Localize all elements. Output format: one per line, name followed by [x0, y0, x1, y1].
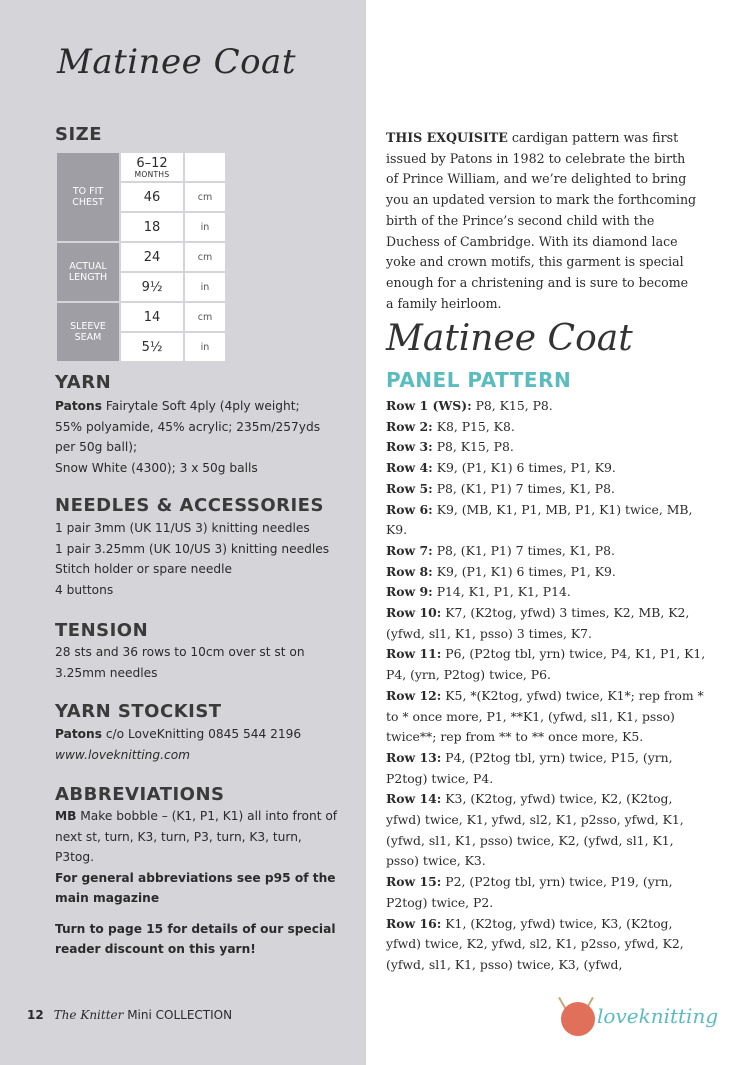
pattern-row: Row 16: K1, (K2tog, yfwd) twice, K3, (K2tog, yfwd) twice, K2, yfwd, sl2, K1, p2sso, yfwd, K2, (yfwd, sl1, K1, psso) twice, K3, (yfwd, [386, 915, 684, 972]
stockist-details [55, 724, 355, 765]
page-footer [27, 1008, 232, 1022]
tension-line-1: 28 sts and 36 rows to 10cm over st st on [55, 645, 305, 659]
stockist-url-link[interactable]: www.loveknitting.com [55, 747, 191, 762]
size-months-row [57, 153, 225, 181]
pattern-row: Row 4: K9, (P1, K1) 6 times, P1, K9. [386, 460, 616, 476]
size-chest-cm-unit: cm [185, 183, 225, 211]
abbr-general-line-2: main magazine [55, 891, 160, 905]
size-table [55, 151, 227, 363]
pattern-row: Row 12: K5, *(K2tog, yfwd) twice, K1*; rep from * to * once more, P1, **K1, (yfwd, sl1, K1, psso) twice**; rep from ** to ** once more, K5. [386, 687, 704, 745]
needles-heading: NEEDLES & ACCESSORIES [55, 495, 324, 516]
intro-paragraph [386, 128, 698, 314]
panel-script-title: Matinee Coat [386, 318, 633, 359]
yarn-details [55, 396, 355, 478]
pattern-row: Row 5: P8, (K1, P1) 7 times, K1, P8. [386, 480, 615, 496]
pattern-row: Row 2: K8, P15, K8. [386, 418, 515, 434]
size-sleeve-cm-row [57, 303, 225, 331]
size-heading: SIZE [55, 124, 103, 145]
size-chest-in-value: 18 [121, 213, 183, 241]
yarn-line-4: Snow White (4300); 3 x 50g balls [55, 460, 258, 475]
stockist-line-1: c/o LoveKnitting 0845 544 2196 [101, 727, 302, 741]
abbr-general-line-1: For general abbreviations see p95 of the [55, 870, 336, 885]
pattern-row: Row 9: P14, K1, P1, K1, P14. [386, 584, 571, 600]
size-unit-blank [185, 153, 225, 181]
intro-lead: THIS EXQUISITE [386, 130, 508, 145]
needles-list [55, 518, 355, 600]
size-sleeve-cm-unit: cm [185, 303, 225, 331]
size-months-cell [121, 153, 183, 181]
tension-details [55, 642, 355, 683]
abbreviations-details [55, 806, 355, 960]
needles-item-4: 4 buttons [55, 582, 114, 597]
size-label-sleeve: SLEEVE SEAM [57, 303, 119, 361]
size-months-value: 6–12 [136, 155, 168, 171]
size-length-cm-unit: cm [185, 243, 225, 271]
pattern-row: Row 15: P2, (P2tog tbl, yrn) twice, P19, (yrn, P2tog) twice, P2. [386, 874, 673, 910]
needles-item-2: 1 pair 3.25mm (UK 10/US 3) knitting needles [55, 541, 330, 556]
size-chest-cm-value: 46 [121, 183, 183, 211]
pattern-rows [386, 396, 708, 976]
yarn-line-3: per 50g ball); [55, 440, 138, 454]
abbr-mb-label: MB [55, 809, 77, 823]
abbreviations-heading: ABBREVIATIONS [55, 784, 225, 805]
stockist-heading: YARN STOCKIST [55, 701, 222, 722]
pattern-row: Row 10: K7, (K2tog, yfwd) 3 times, K2, MB, K2, (yfwd, sl1, K1, psso) 3 times, K7. [386, 605, 690, 641]
size-sleeve-cm-value: 14 [121, 303, 183, 331]
yarn-line-1: Fairytale Soft 4ply (4ply weight; [101, 399, 300, 413]
page-title: Matinee Coat [57, 42, 296, 82]
size-sleeve-in-value: 5½ [121, 333, 183, 361]
size-length-in-unit: in [185, 273, 225, 301]
size-length-cm-value: 24 [121, 243, 183, 271]
offer-line-2: reader discount on this yarn! [55, 942, 256, 956]
size-label-chest: TO FIT CHEST [57, 153, 119, 241]
pattern-row: Row 11: P6, (P2tog tbl, yrn) twice, P4, K1, P1, K1, P4, (yrn, P2tog) twice, P6. [386, 646, 706, 683]
needles-item-1: 1 pair 3mm (UK 11/US 3) knitting needles [55, 521, 310, 535]
size-months-label: MONTHS [134, 169, 170, 179]
pattern-row: Row 8: K9, (P1, K1) 6 times, P1, K9. [386, 563, 616, 579]
size-sleeve-in-unit: in [185, 333, 225, 361]
size-chest-in-unit: in [185, 213, 225, 241]
stockist-brand: Patons [55, 727, 102, 741]
pattern-row: Row 6: K9, (MB, K1, P1, MB, P1, K1) twice, MB, K9. [386, 501, 693, 538]
pattern-row: Row 7: P8, (K1, P1) 7 times, K1, P8. [386, 542, 615, 558]
yarn-brand: Patons [55, 399, 102, 413]
tension-heading: TENSION [55, 620, 149, 641]
yarn-heading: YARN [55, 372, 112, 393]
yarn-ball-heart-icon [561, 1002, 595, 1036]
intro-text: cardigan pattern was first issued by Patons in 1982 to celebrate the birth of Prince William, and we’re delighted to bring you an updated version to mark the forthcoming birth of the Prince’s second child with the Duchess of Cambridge. With its diamond lace yoke and crown motifs, this garment is special enough for a christening and is sure to become a family heirloom. [386, 130, 697, 311]
abbr-mb-line-1: Make bobble – (K1, P1, K1) all into front of [76, 809, 338, 823]
pattern-row: Row 3: P8, K15, P8. [386, 439, 514, 455]
pattern-row: Row 1 (WS): P8, K15, P8. [386, 398, 553, 413]
logo-wordmark: loveknitting [597, 1004, 719, 1028]
page-number: 12 [27, 1008, 44, 1022]
collection-name: Mini COLLECTION [123, 1008, 233, 1022]
offer-line-1: Turn to page 15 for details of our special [55, 921, 336, 936]
size-label-length: ACTUAL LENGTH [57, 243, 119, 301]
tension-line-2: 3.25mm needles [55, 665, 158, 680]
loveknitting-logo [557, 996, 719, 1042]
yarn-line-2: 55% polyamide, 45% acrylic; 235m/257yds [55, 419, 321, 434]
size-length-in-value: 9½ [121, 273, 183, 301]
panel-pattern-heading: PANEL PATTERN [386, 368, 572, 392]
pattern-row: Row 13: P4, (P2tog tbl, yrn) twice, P15, (yrn, P2tog) twice, P4. [386, 749, 673, 786]
size-length-cm-row [57, 243, 225, 271]
abbr-mb-line-2: next st, turn, K3, turn, P3, turn, K3, turn, [55, 829, 302, 844]
magazine-name: The Knitter [53, 1008, 124, 1022]
pattern-row: Row 14: K3, (K2tog, yfwd) twice, K2, (K2tog, yfwd) twice, K1, yfwd, sl2, K1, p2sso, yfwd, K1, (yfwd, sl1, K1, psso) twice, K2, (yfwd, sl1, K1, psso) twice, K3. [386, 791, 684, 869]
abbr-mb-line-3: P3tog. [55, 850, 94, 864]
needles-item-3: Stitch holder or spare needle [55, 562, 233, 576]
